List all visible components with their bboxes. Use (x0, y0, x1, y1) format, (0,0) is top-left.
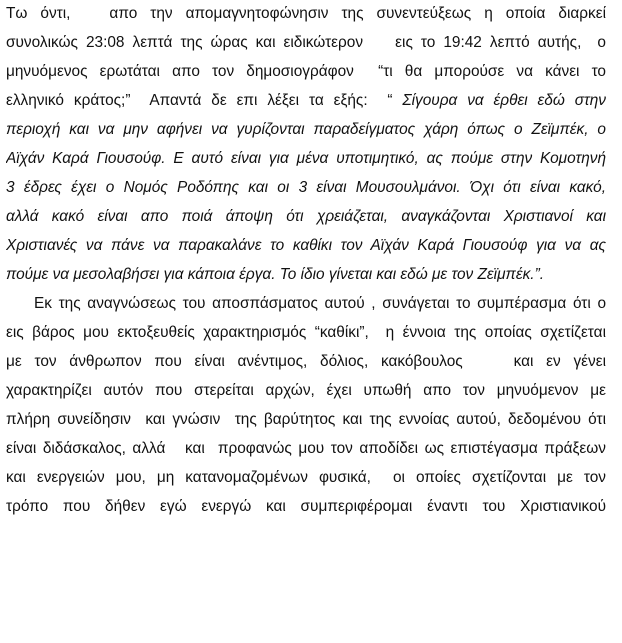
quoted-text-line: αλλά κακό είναι απο ποιά άποψη ότι χρειάζεται, αναγκάζονται Χριστιανοί και (6, 208, 606, 225)
quoted-text-line: 3 έδρες έχει ο Νομός Ροδόπης και οι 3 είναι Μουσουλμάνοι. Όχι ότι είναι κακό, (6, 179, 606, 196)
text-line: είναι διδάσκαλος, αλλά και προφανώς μου τον αποδίδει ως επιστέγασμα πράξεων (6, 440, 606, 457)
quoted-text-start: Σίγουρα να έρθει εδώ στην (402, 92, 606, 109)
text-line: τρόπο που δήθεν εγώ ενεργώ και συμπεριφέρομαι έναντι του Χριστιανικού (6, 498, 606, 515)
text-line: μηνυόμενος ερωτάται απο τον δημοσιογράφον “τι θα μπορούσε να κάνει το (6, 63, 606, 80)
text-line-plain: ελληνικό κράτος;” Απαντά δε επι λέξει τα εξής: “ (6, 92, 403, 109)
text-line: εις βάρος μου εκτοξευθείς χαρακτηρισμός “καθίκι”, η έννοια της οποίας σχετίζεται (6, 324, 606, 341)
text-line: χαρακτηρίζει αυτόν που στερείται αρχών, έχει υπωθή απο τον μηνυόμενον με (6, 382, 606, 399)
quoted-text-line: Αϊχάν Καρά Γιουσούφ. Ε αυτό είναι για μένα υποτιμητικό, ας πούμε στην Κομοτηνή (6, 150, 606, 167)
text-line: και ενεργειών μου, μη κατανομαζομένων φυσικά, οι οποίες σχετίζονται με τον (6, 469, 606, 486)
text-line: Εκ της αναγνώσεως του αποσπάσματος αυτού , συνάγεται το συμπέρασμα ότι ο (34, 295, 606, 312)
quoted-text-line: περιοχή και να μην αφήνει να γυρίζονται παραδείγματος χάρη όπως ο Ζεϊμπέκ, ο (6, 121, 606, 138)
text-line: συνολικώς 23:08 λεπτά της ώρας και ειδικώτερον εις το 19:42 λεπτό αυτής, ο (6, 34, 606, 51)
text-line (6, 89, 606, 113)
text-line: με τον άνθρωπον που είναι ανέντιμος, δόλιος, κακόβουλος και εν γένει (6, 353, 606, 370)
text-line: πλήρη συνείδησιν και γνώσιν της βαρύτητος και της εννοίας αυτού, δεδομένου ότι (6, 411, 606, 428)
quoted-text-line: Χριστιανές να πάνε να παρακαλάνε το καθίκι τον Αϊχάν Καρά Γιουσούφ για να ας (6, 237, 606, 254)
text-line: Τω όντι, απο την απομαγνητοφώνησιν της συνεντεύξεως η οποία διαρκεί (6, 5, 606, 22)
quoted-text-line: πούμε να μεσολαβήσει για κάποια έργα. Το ίδιο γίνεται και εδώ με τον Ζεϊμπέκ.”. (6, 266, 544, 283)
